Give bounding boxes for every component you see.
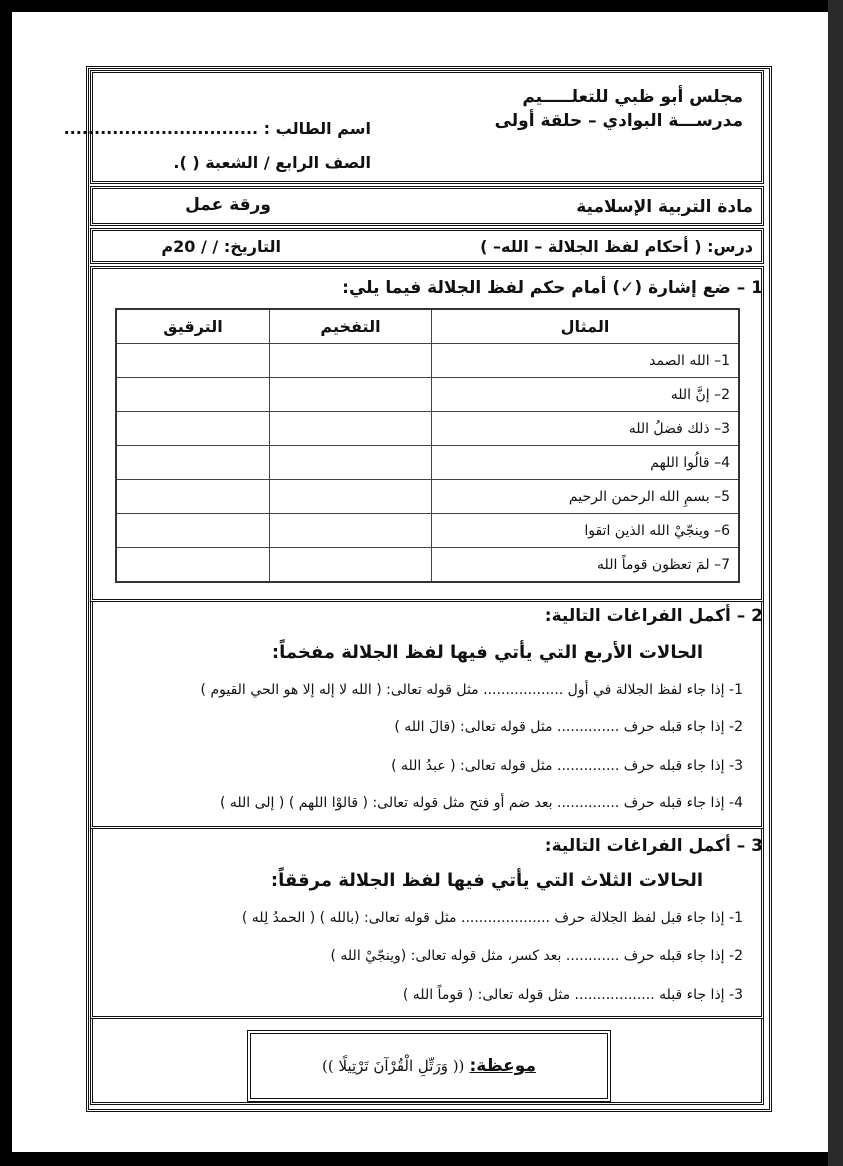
q1-table	[115, 308, 740, 583]
example-cell: 4– قالُوا اللهم	[432, 446, 740, 480]
column-header-tafkhim: التفخيم	[270, 309, 432, 344]
example-cell: 5– بسمِ الله الرحمن الرحيم	[432, 480, 740, 514]
table-row	[116, 548, 739, 583]
tarqiq-cell[interactable]	[116, 548, 270, 583]
screen-edge	[828, 0, 843, 1166]
school-name: مدرســـة البوادي – حلقة أولى	[494, 111, 743, 131]
q3-subtitle: الحالات الثلاث التي يأتي فيها لفظ الجلالة مرققاً:	[270, 870, 703, 891]
table-header-row	[116, 309, 739, 344]
column-header-example: المثال	[432, 309, 740, 344]
table-row	[116, 344, 739, 378]
tarqiq-cell[interactable]	[116, 412, 270, 446]
q2-line-1[interactable]: 1- إذا جاء لفظ الجلالة في أول .................. مثل قوله تعالى: ( الله لا إله إلا هو الحي القيوم )	[200, 682, 743, 698]
subject-name: مادة التربية الإسلامية	[576, 197, 753, 217]
council-name: مجلس أبو ظبي للتعلـــــيم	[522, 87, 743, 107]
example-cell: 2– إنَّ الله	[432, 378, 740, 412]
date-field[interactable]: التاريخ: / / 20م	[161, 237, 281, 256]
example-cell: 7– لمَ تعظون قوماً الله	[432, 548, 740, 583]
table-row	[116, 446, 739, 480]
q3-line-1[interactable]: 1- إذا جاء قبل لفظ الجلالة حرف .................... مثل قوله تعالى: (بالله ) ( الحمدُ لِله )	[241, 910, 743, 926]
tarqiq-cell[interactable]	[116, 480, 270, 514]
tafkhim-cell[interactable]	[270, 548, 432, 583]
grade-section-field[interactable]: الصف الرابع / الشعبة ( ).	[173, 153, 371, 172]
example-cell: 3– ذلك فضلُ الله	[432, 412, 740, 446]
quran-verse-calligraphy: (( وَرَتِّلِ الْقُرْآنَ تَرْتِيلًا ))	[322, 1057, 465, 1075]
q2-title: 2 – أكمل الفراغات التالية:	[544, 606, 763, 626]
q3-line-2[interactable]: 2- إذا جاء قبله حرف ............ بعد كسر، مثل قوله تعالى: (وينجّيْ الله )	[330, 948, 743, 964]
q3-title: 3 – أكمل الفراغات التالية:	[544, 836, 763, 856]
admonition-box	[247, 1030, 611, 1102]
table-row	[116, 412, 739, 446]
admonition-label: موعظة:	[469, 1056, 536, 1076]
q3-line-3[interactable]: 3- إذا جاء قبله .................. مثل قوله تعالى: ( قوماً الله )	[402, 987, 743, 1003]
table-row	[116, 514, 739, 548]
example-cell: 1– الله الصمد	[432, 344, 740, 378]
tafkhim-cell[interactable]	[270, 378, 432, 412]
q1-title: 1 – ضع إشارة (✓) أمام حكم لفظ الجلالة فيما يلي:	[342, 278, 763, 298]
student-name-field[interactable]: اسم الطالب : ................................	[63, 119, 371, 138]
subject-section	[90, 186, 764, 226]
tarqiq-cell[interactable]	[116, 446, 270, 480]
tarqiq-cell[interactable]	[116, 344, 270, 378]
tafkhim-cell[interactable]	[270, 480, 432, 514]
q2-subtitle: الحالات الأربع التي يأتي فيها لفظ الجلالة مفخماً:	[271, 642, 703, 663]
tafkhim-cell[interactable]	[270, 446, 432, 480]
lesson-title: درس: ( أحكام لفظ الجلالة – الله– )	[480, 237, 753, 256]
tarqiq-cell[interactable]	[116, 378, 270, 412]
header-section	[63, 70, 764, 184]
tafkhim-cell[interactable]	[270, 344, 432, 378]
q2-line-4[interactable]: 4- إذا جاء قبله حرف .............. بعد ضم أو فتح مثل قوله تعالى: ( قالوْا اللهم ) ( إلى الله )	[219, 795, 743, 811]
table-row	[116, 378, 739, 412]
lesson-section	[90, 228, 764, 264]
tafkhim-cell[interactable]	[270, 412, 432, 446]
tarqiq-cell[interactable]	[116, 514, 270, 548]
worksheet-type: ورقة عمل	[185, 195, 271, 215]
example-cell: 6– وينجّيْ الله الذين اتقوا	[432, 514, 740, 548]
tafkhim-cell[interactable]	[270, 514, 432, 548]
q2-line-3[interactable]: 3- إذا جاء قبله حرف .............. مثل قوله تعالى: ( عبدُ الله )	[391, 758, 743, 774]
table-row	[116, 480, 739, 514]
q2-line-2[interactable]: 2- إذا جاء قبله حرف .............. مثل قوله تعالى: (قالَ الله )	[394, 719, 743, 735]
column-header-tarqiq: الترقيق	[116, 309, 270, 344]
